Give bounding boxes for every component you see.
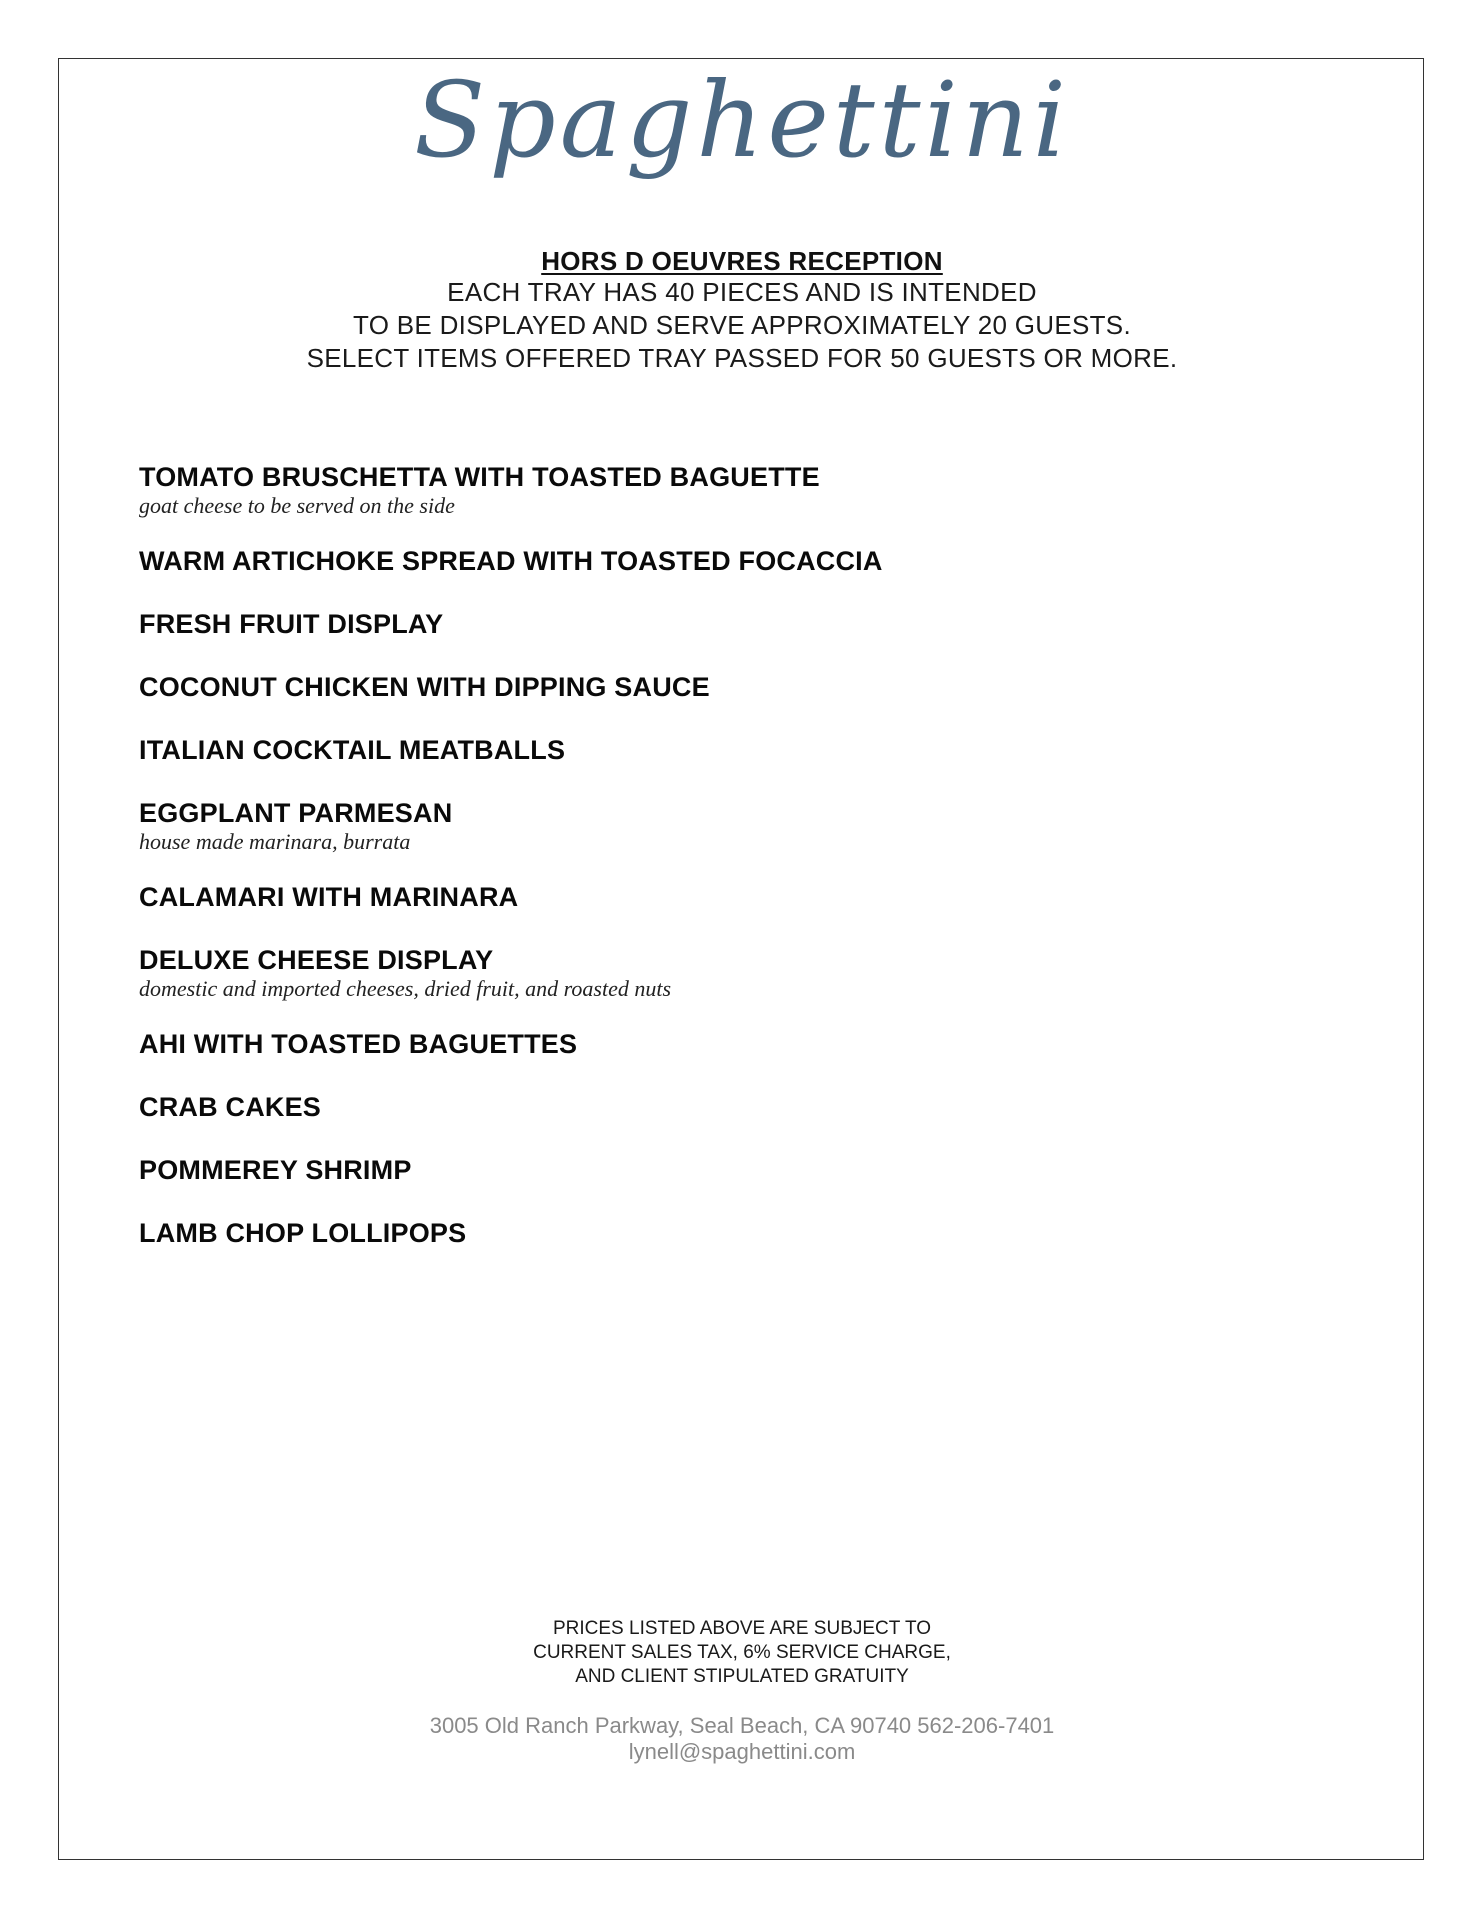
- menu-item: [139, 544, 1239, 578]
- notice-line: CURRENT SALES TAX, 6% SERVICE CHARGE,: [533, 1642, 951, 1663]
- menu-item-name: TOMATO BRUSCHETTA WITH TOASTED BAGUETTE: [139, 462, 820, 492]
- menu-item-name: FRESH FRUIT DISPLAY: [139, 609, 444, 639]
- menu-item: [139, 1027, 1239, 1061]
- notice-line: AND CLIENT STIPULATED GRATUITY: [575, 1666, 909, 1687]
- menu-item: [139, 880, 1239, 914]
- menu-item-name: LAMB CHOP LOLLIPOPS: [139, 1218, 467, 1248]
- menu-item-description: domestic and imported cheeses, dried fruit, and roasted nuts: [139, 976, 672, 1001]
- menu-item-name: DELUXE CHEESE DISPLAY: [139, 945, 494, 975]
- menu-item: [139, 607, 1239, 641]
- menu-item: [139, 1216, 1239, 1250]
- spaghettini-logo: Spaghettini: [413, 59, 1070, 181]
- menu-item: [139, 460, 1239, 518]
- menu-title: HORS D OEUVRES RECEPTION: [541, 246, 943, 276]
- menu-item-name: CRAB CAKES: [139, 1092, 322, 1122]
- menu-header: [0, 246, 1484, 375]
- menu-item: [139, 1090, 1239, 1124]
- contact-info: [0, 1713, 1484, 1765]
- menu-item-name: CALAMARI WITH MARINARA: [139, 882, 519, 912]
- menu-item: [139, 943, 1239, 1001]
- menu-item-name: ITALIAN COCKTAIL MEATBALLS: [139, 735, 566, 765]
- menu-item-name: EGGPLANT PARMESAN: [139, 798, 453, 828]
- menu-items-list: [139, 460, 1239, 1279]
- menu-item-description: goat cheese to be served on the side: [139, 493, 455, 518]
- menu-item-description: house made marinara, burrata: [139, 829, 411, 854]
- menu-item: [139, 1153, 1239, 1187]
- email-address: lynell@spaghettini.com: [628, 1739, 856, 1764]
- menu-item-name: COCONUT CHICKEN WITH DIPPING SAUCE: [139, 672, 710, 702]
- header-line: SELECT ITEMS OFFERED TRAY PASSED FOR 50 GUESTS OR MORE.: [306, 343, 1178, 373]
- menu-item: [139, 796, 1239, 854]
- menu-item: [139, 733, 1239, 767]
- menu-item: [139, 670, 1239, 704]
- pricing-notice: [0, 1617, 1484, 1689]
- menu-item-name: WARM ARTICHOKE SPREAD WITH TOASTED FOCACCIA: [139, 546, 883, 576]
- menu-item-name: POMMEREY SHRIMP: [139, 1155, 412, 1185]
- header-line: EACH TRAY HAS 40 PIECES AND IS INTENDED: [447, 277, 1037, 307]
- address-phone: 3005 Old Ranch Parkway, Seal Beach, CA 90740 562-206-7401: [429, 1713, 1055, 1738]
- header-line: TO BE DISPLAYED AND SERVE APPROXIMATELY 20 GUESTS.: [353, 310, 1131, 340]
- menu-item-name: AHI WITH TOASTED BAGUETTES: [139, 1029, 578, 1059]
- notice-line: PRICES LISTED ABOVE ARE SUBJECT TO: [552, 1618, 931, 1639]
